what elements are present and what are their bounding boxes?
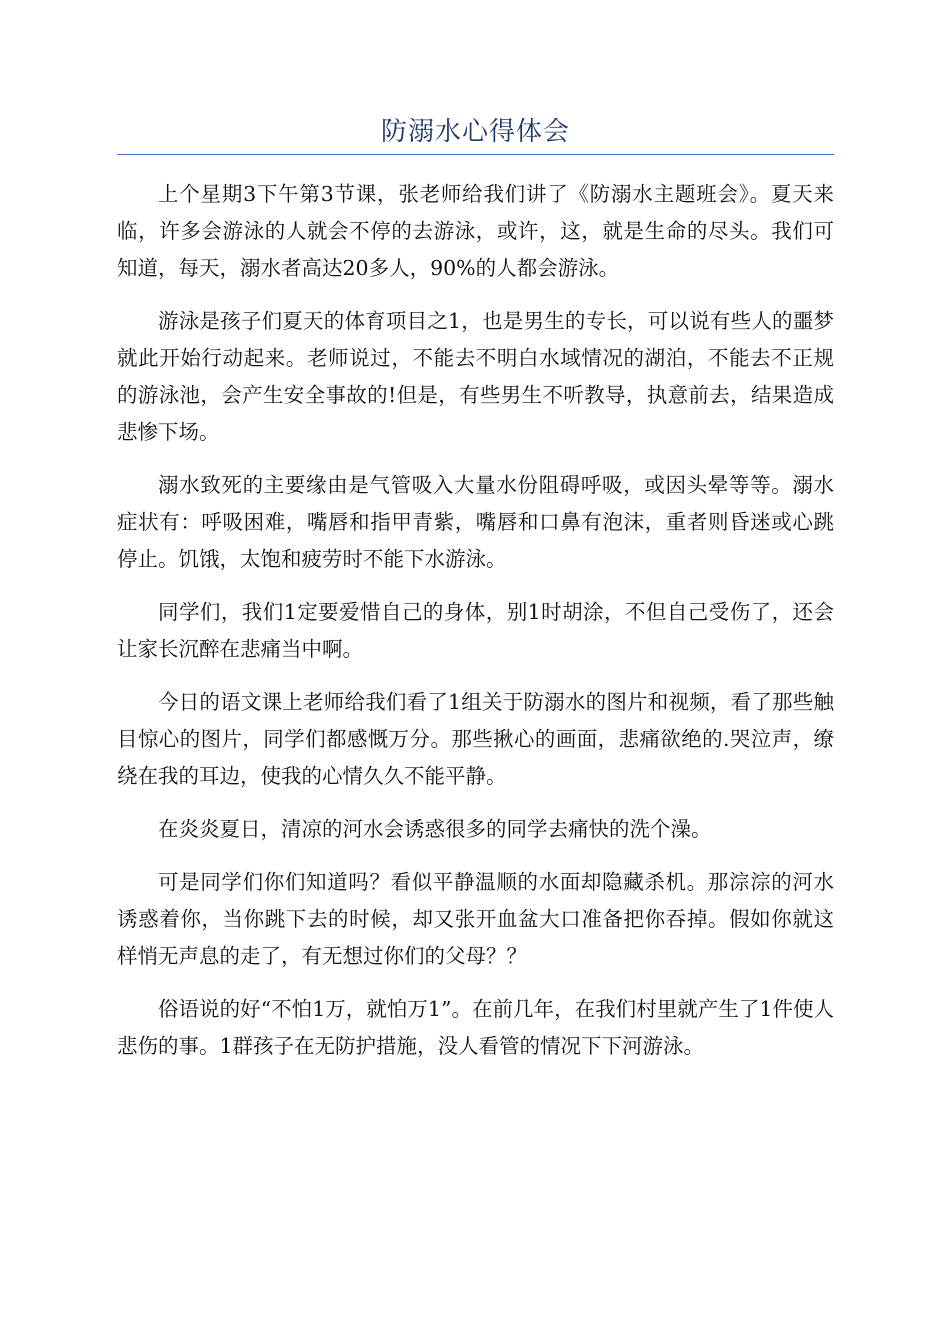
paragraph: 俗语说的好“不怕1万，就怕万1”。在前几年，在我们村里就产生了1件使人悲伤的事。1群孩子在无防护措施，没人看管的情况下下河游泳。 bbox=[117, 997, 834, 1058]
document-title: 防溺水心得体会 bbox=[380, 117, 570, 147]
title-underline bbox=[117, 154, 834, 155]
paragraph: 同学们，我们1定要爱惜自己的身体，别1时胡涂，不但自己受伤了，还会让家长沉醉在悲痛当中啊。 bbox=[117, 600, 834, 661]
document-body bbox=[117, 176, 834, 1081]
paragraph: 可是同学们你们知道吗？看似平静温顺的水面却隐藏杀机。那淙淙的河水诱惑着你，当你跳下去的时候，却又张开血盆大口准备把你吞掉。假如你就这样悄无声息的走了，有无想过你们的父母？？ bbox=[117, 870, 834, 968]
paragraph: 游泳是孩子们夏天的体育项目之1，也是男生的专长，可以说有些人的噩梦就此开始行动起来。老师说过，不能去不明白水域情况的湖泊，不能去不正规的游泳池，会产生安全事故的!但是，有些男生不听教导，执意前去，结果造成悲惨下场。 bbox=[117, 309, 834, 444]
paragraph: 溺水致死的主要缘由是气管吸入大量水份阻碍呼吸，或因头晕等等。溺水症状有：呼吸困难，嘴唇和指甲青紫，嘴唇和口鼻有泡沫，重者则昏迷或心跳停止。饥饿，太饱和疲劳时不能下水游泳。 bbox=[117, 473, 834, 571]
paragraph: 在炎炎夏日，清凉的河水会诱惑很多的同学去痛快的洗个澡。 bbox=[158, 817, 712, 841]
paragraph: 上个星期3下午第3节课，张老师给我们讲了《防溺水主题班会》。夏天来临，许多会游泳的人就会不停的去游泳，或许，这，就是生命的尽头。我们可知道，每天，溺水者高达20多人，90%的人都会游泳。 bbox=[117, 182, 834, 280]
paragraph: 今日的语文课上老师给我们看了1组关于防溺水的图片和视频，看了那些触目惊心的图片，同学们都感慨万分。那些揪心的画面，悲痛欲绝的.哭泣声，缭绕在我的耳边，使我的心情久久不能平静。 bbox=[117, 690, 834, 788]
